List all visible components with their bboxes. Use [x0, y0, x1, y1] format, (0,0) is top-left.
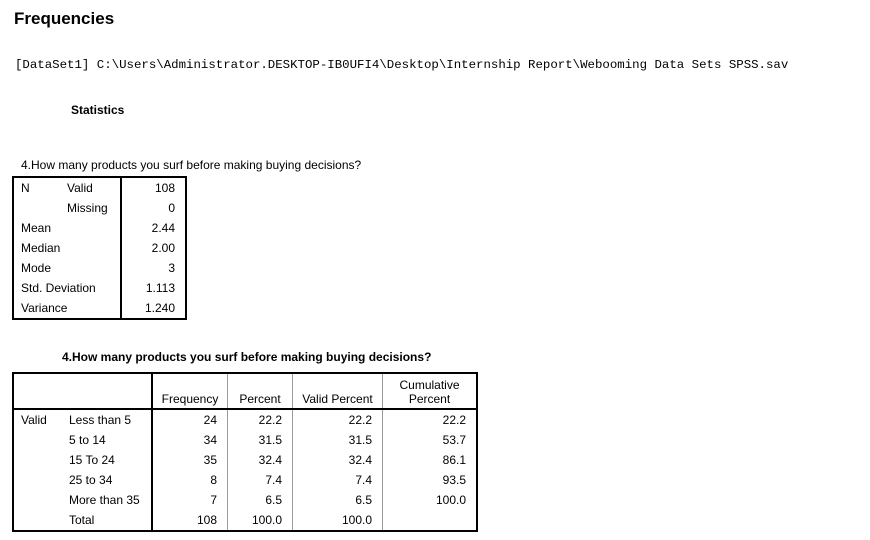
stats-row-variance [13, 298, 186, 319]
cell-percent: 7.4 [228, 470, 293, 490]
cell-cumulative-percent: 22.2 [383, 409, 478, 430]
header-cumulative-line1: Cumulative [399, 378, 460, 392]
stats-row-mode [13, 258, 186, 278]
cell-percent: 100.0 [228, 510, 293, 531]
row-label: Total [69, 513, 95, 527]
stats-label: Mode [21, 261, 52, 275]
cell-frequency: 8 [152, 470, 228, 490]
header-corner [13, 373, 69, 409]
frequency-table-header [13, 373, 477, 409]
stats-label: N [21, 181, 30, 195]
row-group-label [13, 470, 69, 490]
row-label: 25 to 34 [69, 473, 113, 487]
cell-cumulative-percent: 93.5 [383, 470, 478, 490]
cell-percent: 31.5 [228, 430, 293, 450]
stats-row-mean [13, 218, 186, 238]
cell-percent: 6.5 [228, 490, 293, 510]
row-label: 15 To 24 [69, 453, 115, 467]
row-group-label [13, 450, 69, 470]
statistics-caption: 4.How many products you surf before making buying decisions? [21, 158, 362, 172]
row-label: Less than 5 [69, 413, 132, 427]
stats-row-n-missing [13, 198, 186, 218]
cell-valid-percent: 31.5 [293, 430, 383, 450]
header-cumulative-line2: Percent [408, 392, 451, 406]
cell-cumulative-percent: 100.0 [383, 490, 478, 510]
header-valid-percent: Valid Percent [293, 373, 383, 409]
stats-label: Mean [21, 221, 52, 235]
row-group-label [13, 490, 69, 510]
row-group-label [13, 430, 69, 450]
table-row [13, 450, 477, 470]
cell-valid-percent: 7.4 [293, 470, 383, 490]
stats-sublabel: Valid [67, 181, 93, 195]
header-percent: Percent [228, 373, 293, 409]
cell-frequency: 35 [152, 450, 228, 470]
table-row [13, 490, 477, 510]
statistics-heading: Statistics [71, 103, 125, 117]
table-row-total [13, 510, 477, 531]
statistics-table [12, 176, 187, 320]
stats-row-median [13, 238, 186, 258]
dataset-path: [DataSet1] C:\Users\Administrator.DESKTOP-IB0UFI4\Desktop\Internship Report\Webooming Data Sets SPSS.sav [15, 58, 789, 72]
cell-valid-percent: 32.4 [293, 450, 383, 470]
stats-row-n-valid [13, 177, 186, 198]
cell-frequency: 34 [152, 430, 228, 450]
cell-valid-percent: 6.5 [293, 490, 383, 510]
table-row [13, 470, 477, 490]
stats-value: 2.44 [121, 218, 186, 238]
page-title: Frequencies [14, 9, 115, 28]
stats-value: 3 [121, 258, 186, 278]
stats-label: Median [21, 241, 61, 255]
cell-frequency: 24 [152, 409, 228, 430]
cell-cumulative-percent: 86.1 [383, 450, 478, 470]
stats-sublabel: Missing [67, 201, 108, 215]
stats-value: 2.00 [121, 238, 186, 258]
stats-value: 1.113 [121, 278, 186, 298]
cell-valid-percent: 22.2 [293, 409, 383, 430]
cell-frequency: 7 [152, 490, 228, 510]
stats-label: Variance [21, 301, 68, 315]
frequency-table-caption: 4.How many products you surf before making buying decisions? [62, 350, 432, 364]
row-label: More than 35 [69, 493, 140, 507]
stats-label [13, 198, 67, 218]
cell-valid-percent: 100.0 [293, 510, 383, 531]
stats-value: 1.240 [121, 298, 186, 319]
header-frequency: Frequency [152, 373, 228, 409]
table-row [13, 409, 477, 430]
header-corner [69, 373, 152, 409]
row-label: 5 to 14 [69, 433, 106, 447]
header-cumulative-percent [383, 373, 478, 409]
stats-value: 108 [121, 177, 186, 198]
row-group-label: Valid [21, 413, 47, 427]
cell-frequency: 108 [152, 510, 228, 531]
stats-row-std-deviation [13, 278, 186, 298]
cell-cumulative-percent: 53.7 [383, 430, 478, 450]
stats-value: 0 [121, 198, 186, 218]
cell-percent: 32.4 [228, 450, 293, 470]
cell-cumulative-percent [383, 510, 478, 531]
row-group-label [13, 510, 69, 531]
table-row [13, 430, 477, 450]
cell-percent: 22.2 [228, 409, 293, 430]
frequency-table [12, 372, 478, 532]
stats-label: Std. Deviation [21, 281, 96, 295]
